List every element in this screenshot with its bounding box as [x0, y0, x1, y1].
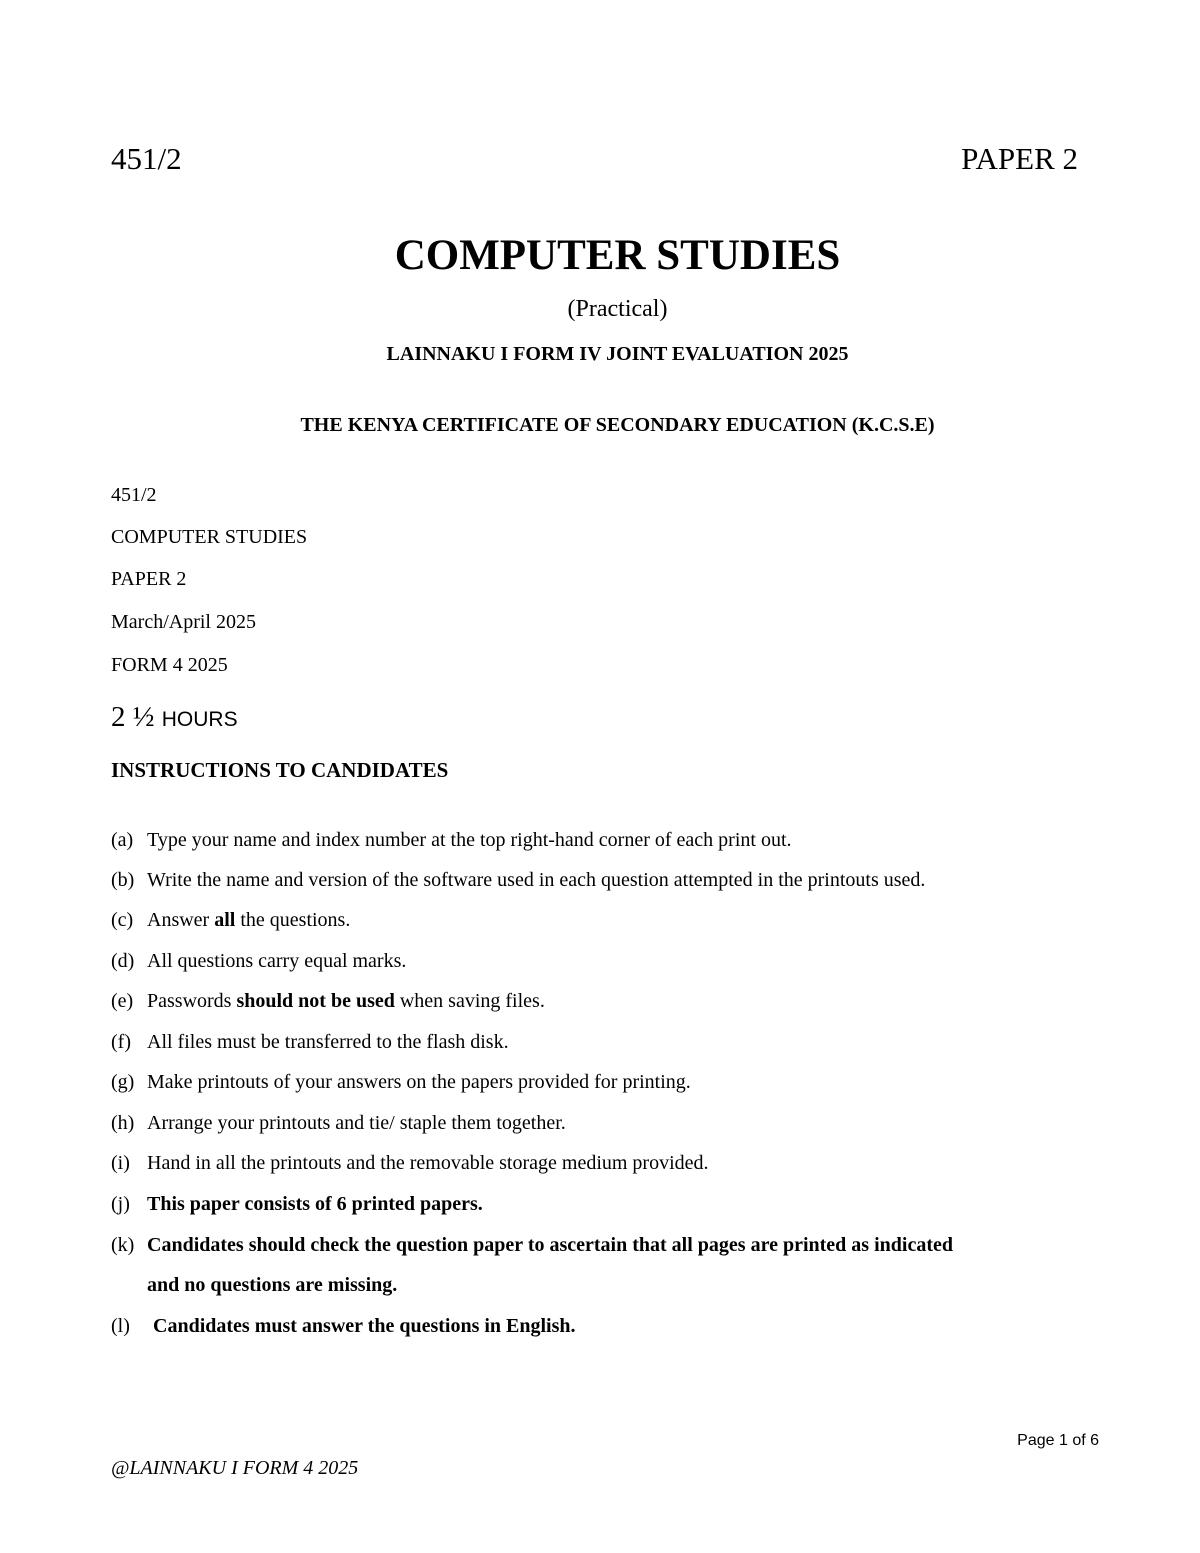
item-label: (k) [111, 1234, 135, 1256]
paper-code: 451/2 [111, 141, 182, 176]
info-code: 451/2 [111, 484, 157, 506]
footer-text: @LAINNAKU I FORM 4 2025 [111, 1457, 359, 1479]
item-text: This paper consists of 6 printed papers. [147, 1193, 483, 1215]
duration-value: 2 ½ [111, 701, 155, 733]
info-paper: PAPER 2 [111, 568, 187, 590]
instruction-item [111, 1315, 576, 1338]
certificate-heading: THE KENYA CERTIFICATE OF SECONDARY EDUCATION (K.C.S.E) [300, 414, 935, 436]
info-date: March/April 2025 [111, 611, 256, 633]
item-label: (i) [111, 1152, 130, 1174]
item-text: Candidates must answer the questions in English. [153, 1315, 576, 1337]
info-form: FORM 4 2025 [111, 654, 228, 676]
item-text: All questions carry equal marks. [147, 950, 407, 972]
item-text: Make printouts of your answers on the papers provided for printing. [147, 1071, 691, 1093]
info-subject: COMPUTER STUDIES [111, 526, 308, 548]
item-label: (a) [111, 829, 134, 851]
instruction-item [111, 1193, 483, 1216]
instruction-item [111, 1112, 566, 1135]
item-label: (l) [111, 1315, 130, 1337]
instructions-heading: INSTRUCTIONS TO CANDIDATES [111, 758, 449, 782]
instruction-item [111, 869, 925, 892]
instruction-item [111, 1071, 691, 1094]
document-title: COMPUTER STUDIES [394, 232, 841, 279]
instruction-item-continuation: and no questions are missing. [147, 1274, 398, 1296]
item-text: All files must be transferred to the flash disk. [147, 1031, 509, 1053]
instruction-item [111, 1152, 709, 1175]
page-number: Page 1 of 6 [1017, 1432, 1099, 1449]
item-label: (g) [111, 1071, 135, 1093]
item-label: (c) [111, 909, 134, 931]
paper-number: PAPER 2 [961, 141, 1078, 176]
item-text-pre: Answer [147, 909, 215, 931]
item-text-post: when saving files. [394, 990, 545, 1012]
item-text-post: the questions. [235, 909, 351, 931]
item-label: (j) [111, 1193, 130, 1215]
document-subtitle: (Practical) [567, 296, 668, 322]
duration [111, 701, 238, 734]
duration-unit: HOURS [161, 708, 238, 731]
item-label: (f) [111, 1031, 131, 1053]
item-label: (h) [111, 1112, 135, 1134]
item-text-emphasis: should not be used [236, 990, 395, 1012]
instruction-item [111, 1031, 509, 1054]
item-text: Write the name and version of the software used in each question attempted in the printouts used. [147, 869, 926, 891]
instruction-item [111, 990, 545, 1013]
item-label: (d) [111, 950, 135, 972]
item-label: (e) [111, 990, 134, 1012]
item-text: Type your name and index number at the top right-hand corner of each print out. [147, 829, 792, 851]
instruction-item [111, 909, 350, 932]
item-label: (b) [111, 869, 135, 891]
item-text-pre: Passwords [147, 990, 237, 1012]
instruction-item [111, 1234, 953, 1257]
instruction-item [111, 950, 406, 973]
item-text: Hand in all the printouts and the removable storage medium provided. [147, 1152, 709, 1174]
item-text: Candidates should check the question paper to ascertain that all pages are printed as indicated [147, 1234, 953, 1256]
item-text-emphasis: all [214, 909, 236, 931]
instruction-item [111, 829, 792, 852]
evaluation-heading: LAINNAKU I FORM IV JOINT EVALUATION 2025 [386, 343, 849, 365]
item-text: Arrange your printouts and tie/ staple them together. [147, 1112, 566, 1134]
